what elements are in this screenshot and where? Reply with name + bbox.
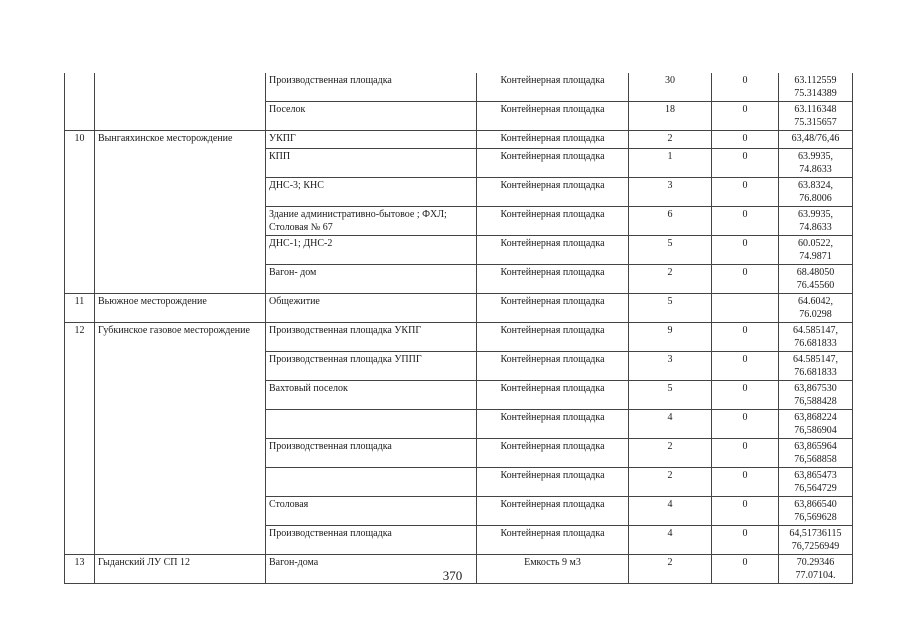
container-count-cell: 2 [629, 265, 712, 294]
container-count-cell: 5 [629, 294, 712, 323]
object-cell: ДНС-3; КНС [266, 178, 477, 207]
container-count-cell: 9 [629, 323, 712, 352]
container-type-cell: Контейнерная площадка [477, 468, 629, 497]
value-cell: 0 [712, 265, 779, 294]
object-cell: ДНС-1; ДНС-2 [266, 236, 477, 265]
value-cell: 0 [712, 149, 779, 178]
row-number-cell: 11 [65, 294, 95, 323]
value-cell: 0 [712, 526, 779, 555]
value-cell: 0 [712, 468, 779, 497]
coordinates-cell: 63,868224 76,586904 [779, 410, 853, 439]
deposit-name-cell: Губкинское газовое месторождение [95, 323, 266, 555]
row-number-cell: 10 [65, 131, 95, 294]
value-cell: 0 [712, 381, 779, 410]
table-row [65, 73, 853, 102]
table-row [65, 323, 853, 352]
container-type-cell: Контейнерная площадка [477, 352, 629, 381]
container-count-cell: 1 [629, 149, 712, 178]
object-cell: Производственная площадка [266, 526, 477, 555]
coordinates-cell: 63,867530 76,588428 [779, 381, 853, 410]
container-count-cell: 3 [629, 352, 712, 381]
coordinates-cell: 64.585147, 76.681833 [779, 323, 853, 352]
value-cell: 0 [712, 131, 779, 149]
container-count-cell: 4 [629, 410, 712, 439]
container-type-cell: Контейнерная площадка [477, 178, 629, 207]
object-cell: Вагон- дом [266, 265, 477, 294]
object-cell: Производственная площадка [266, 439, 477, 468]
container-count-cell: 5 [629, 381, 712, 410]
object-cell: КПП [266, 149, 477, 178]
container-type-cell: Контейнерная площадка [477, 73, 629, 102]
container-count-cell: 2 [629, 468, 712, 497]
object-cell: Производственная площадка [266, 73, 477, 102]
value-cell: 0 [712, 178, 779, 207]
object-cell: Вагон-дома [266, 555, 477, 584]
table-row [65, 131, 853, 149]
coordinates-cell: 68.48050 76.45560 [779, 265, 853, 294]
value-cell [712, 294, 779, 323]
coordinates-cell: 64.585147, 76.681833 [779, 352, 853, 381]
coordinates-cell: 63.112559 75.314389 [779, 73, 853, 102]
container-type-cell: Емкость 9 м3 [477, 555, 629, 584]
value-cell: 0 [712, 73, 779, 102]
coordinates-cell: 63.8324, 76.8006 [779, 178, 853, 207]
container-count-cell: 18 [629, 102, 712, 131]
container-type-cell: Контейнерная площадка [477, 265, 629, 294]
deposit-name-cell: Вьюжное месторождение [95, 294, 266, 323]
value-cell: 0 [712, 555, 779, 584]
container-type-cell: Контейнерная площадка [477, 410, 629, 439]
coordinates-cell: 64.6042, 76.0298 [779, 294, 853, 323]
object-cell [266, 468, 477, 497]
value-cell: 0 [712, 410, 779, 439]
container-count-cell: 2 [629, 439, 712, 468]
object-cell [266, 410, 477, 439]
container-count-cell: 4 [629, 497, 712, 526]
deposit-name-cell: Гыданский ЛУ СП 12 [95, 555, 266, 584]
value-cell: 0 [712, 439, 779, 468]
coordinates-cell: 60.0522, 74.9871 [779, 236, 853, 265]
value-cell: 0 [712, 102, 779, 131]
object-cell: Общежитие [266, 294, 477, 323]
object-cell: Вахтовый поселок [266, 381, 477, 410]
value-cell: 0 [712, 497, 779, 526]
coordinates-cell: 63.116348 75.315657 [779, 102, 853, 131]
container-type-cell: Контейнерная площадка [477, 526, 629, 555]
container-count-cell: 4 [629, 526, 712, 555]
container-type-cell: Контейнерная площадка [477, 207, 629, 236]
object-cell: Столовая [266, 497, 477, 526]
object-cell: Поселок [266, 102, 477, 131]
container-type-cell: Контейнерная площадка [477, 131, 629, 149]
coordinates-cell: 70.29346 77.07104. [779, 555, 853, 584]
deposit-name-cell: Вынгаяхинское месторождение [95, 131, 266, 294]
value-cell: 0 [712, 207, 779, 236]
container-count-cell: 30 [629, 73, 712, 102]
object-cell: Здание административно-бытовое ; ФХЛ; Столовая № 67 [266, 207, 477, 236]
row-number-cell: 12 [65, 323, 95, 555]
coordinates-cell: 63,865964 76,568858 [779, 439, 853, 468]
container-count-cell: 3 [629, 178, 712, 207]
coordinates-cell: 63,48/76,46 [779, 131, 853, 149]
container-type-cell: Контейнерная площадка [477, 149, 629, 178]
waste-sites-table [64, 73, 853, 584]
container-type-cell: Контейнерная площадка [477, 439, 629, 468]
coordinates-cell: 63,866540 76,569628 [779, 497, 853, 526]
container-type-cell: Контейнерная площадка [477, 323, 629, 352]
coordinates-cell: 63,865473 76,564729 [779, 468, 853, 497]
table-row [65, 294, 853, 323]
value-cell: 0 [712, 236, 779, 265]
coordinates-cell: 63.9935, 74.8633 [779, 207, 853, 236]
row-number-cell [65, 73, 95, 131]
page-number: 370 [442, 568, 463, 583]
container-type-cell: Контейнерная площадка [477, 102, 629, 131]
object-cell: УКПГ [266, 131, 477, 149]
deposit-name-cell [95, 73, 266, 131]
container-count-cell: 5 [629, 236, 712, 265]
container-type-cell: Контейнерная площадка [477, 294, 629, 323]
object-cell: Производственная площадка УППГ [266, 352, 477, 381]
container-type-cell: Контейнерная площадка [477, 497, 629, 526]
coordinates-cell: 63.9935, 74.8633 [779, 149, 853, 178]
container-type-cell: Контейнерная площадка [477, 236, 629, 265]
value-cell: 0 [712, 323, 779, 352]
container-count-cell: 6 [629, 207, 712, 236]
coordinates-cell: 64,51736115 76,7256949 [779, 526, 853, 555]
object-cell: Производственная площадка УКПГ [266, 323, 477, 352]
row-number-cell: 13 [65, 555, 95, 584]
value-cell: 0 [712, 352, 779, 381]
container-type-cell: Контейнерная площадка [477, 381, 629, 410]
container-count-cell: 2 [629, 555, 712, 584]
container-count-cell: 2 [629, 131, 712, 149]
